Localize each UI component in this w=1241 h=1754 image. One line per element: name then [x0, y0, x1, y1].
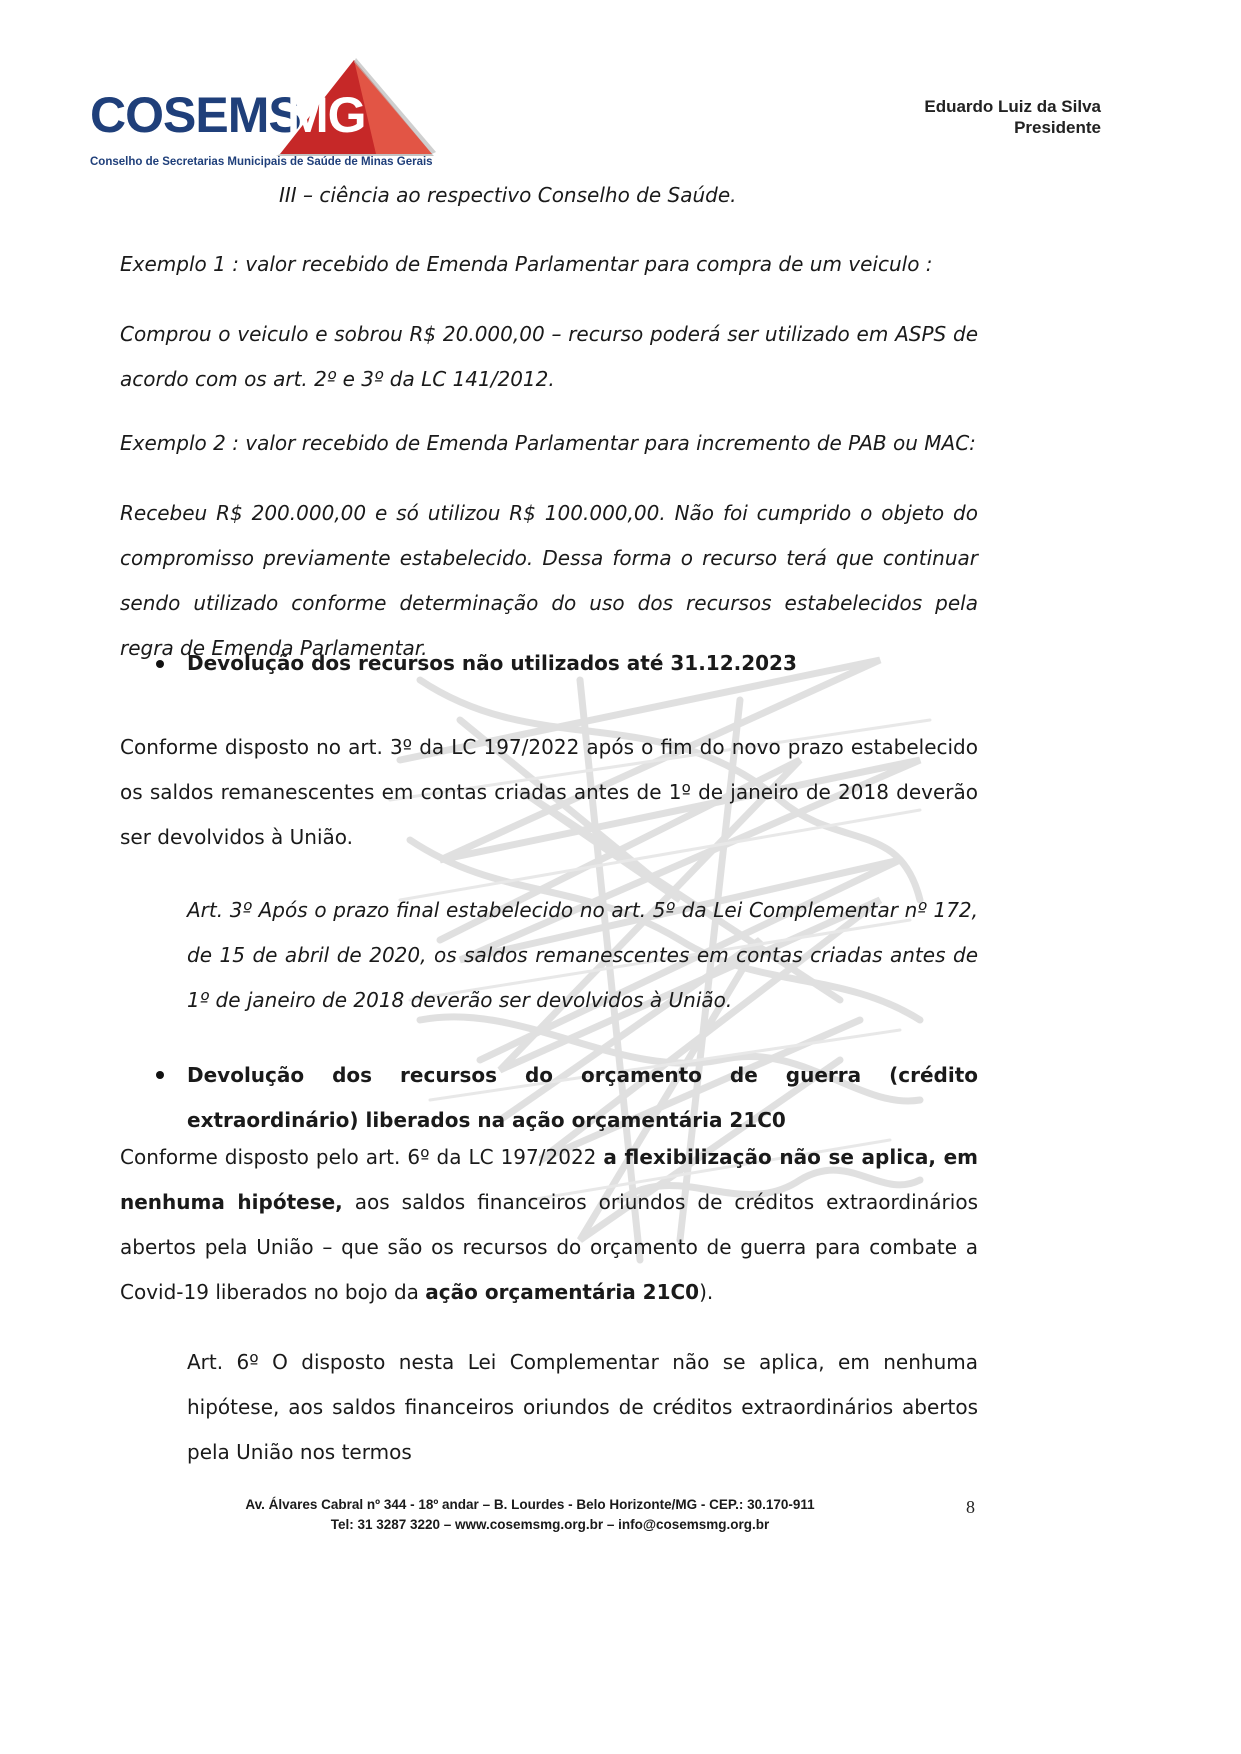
paragraph-art6-acao: ação orçamentária 21C0	[425, 1280, 700, 1304]
bullet-dot	[156, 1071, 164, 1079]
bullet-devolucao-2023: Devolução dos recursos não utilizados até 31.12.2023	[187, 651, 797, 675]
bullet-dot	[156, 660, 164, 668]
paragraph-art3: Conforme disposto no art. 3º da LC 197/2022 após o fim do novo prazo estabelecido os saldos remanescentes em contas criadas antes de 1º de janeiro de 2018 deverão ser devolvidos à União.	[120, 735, 978, 849]
example2-text: Recebeu R$ 200.000,00 e só utilizou R$ 100.000,00. Não foi cumprido o objeto do compromisso previamente estabelecido. Dessa forma o recurso terá que continuar sendo utilizado conforme determinação do uso dos recursos estabelecidos pela regra de Emenda Parlamentar.	[120, 501, 978, 660]
quote-art6: Art. 6º O disposto nesta Lei Complementar não se aplica, em nenhuma hipótese, aos saldos financeiros oriundos de créditos extraordinários abertos pela União nos termos	[187, 1350, 978, 1464]
quote-art3: Art. 3º Após o prazo final estabelecido no art. 5º da Lei Complementar nº 172, de 15 de abril de 2020, os saldos remanescentes em contas criadas antes de 1º de janeiro de 2018 deverão ser devolvidos à União.	[187, 898, 978, 1012]
paragraph-art6-end: ).	[699, 1280, 714, 1304]
logo-subtitle: Conselho de Secretarias Municipais de Saúde de Minas Gerais	[90, 156, 433, 168]
footer-contact: Tel: 31 3287 3220 – www.cosemsmg.org.br – info@cosemsmg.org.br	[330, 1517, 770, 1532]
example2-title: Exemplo 2 : valor recebido de Emenda Parlamentar para incremento de PAB ou MAC:	[120, 431, 976, 455]
paragraph-art6	[120, 1135, 978, 1315]
logo-wordmark: COSEMS	[90, 87, 301, 143]
paragraph-art6-part2: aos saldos financeiros oriundos de créditos extraordinários abertos pela União – que são os recursos do orçamento de guerra para combate a Covid-19 liberados no bojo da	[120, 1190, 978, 1304]
signer-block	[924, 96, 1101, 138]
footer-address: Av. Álvares Cabral nº 344 - 18º andar – B. Lourdes - Belo Horizonte/MG - CEP.: 30.170-911	[245, 1497, 815, 1512]
bullet-orcamento-guerra: Devolução dos recursos do orçamento de guerra (crédito extraordinário) liberados na ação orçamentária 21C0	[187, 1063, 978, 1132]
page-number: 8	[966, 1497, 975, 1517]
item-iii: III – ciência ao respectivo Conselho de Saúde.	[279, 183, 737, 207]
example1-text: Comprou o veiculo e sobrou R$ 20.000,00 – recurso poderá ser utilizado em ASPS de acordo com os art. 2º e 3º da LC 141/2012.	[120, 322, 978, 391]
signer-name: Eduardo Luiz da Silva	[924, 97, 1101, 116]
paragraph-art6-part1: Conforme disposto pelo art. 6º da LC 197/2022	[120, 1145, 604, 1169]
paragraph-art6-emphasis: a flexibilização não se aplica, em nenhuma hipótese,	[120, 1145, 979, 1214]
logo-mg-text: MG	[287, 87, 366, 143]
cosems-logo	[90, 58, 450, 178]
signer-title: Presidente	[1014, 118, 1101, 137]
example1-title: Exemplo 1 : valor recebido de Emenda Parlamentar para compra de um veiculo :	[120, 252, 933, 276]
